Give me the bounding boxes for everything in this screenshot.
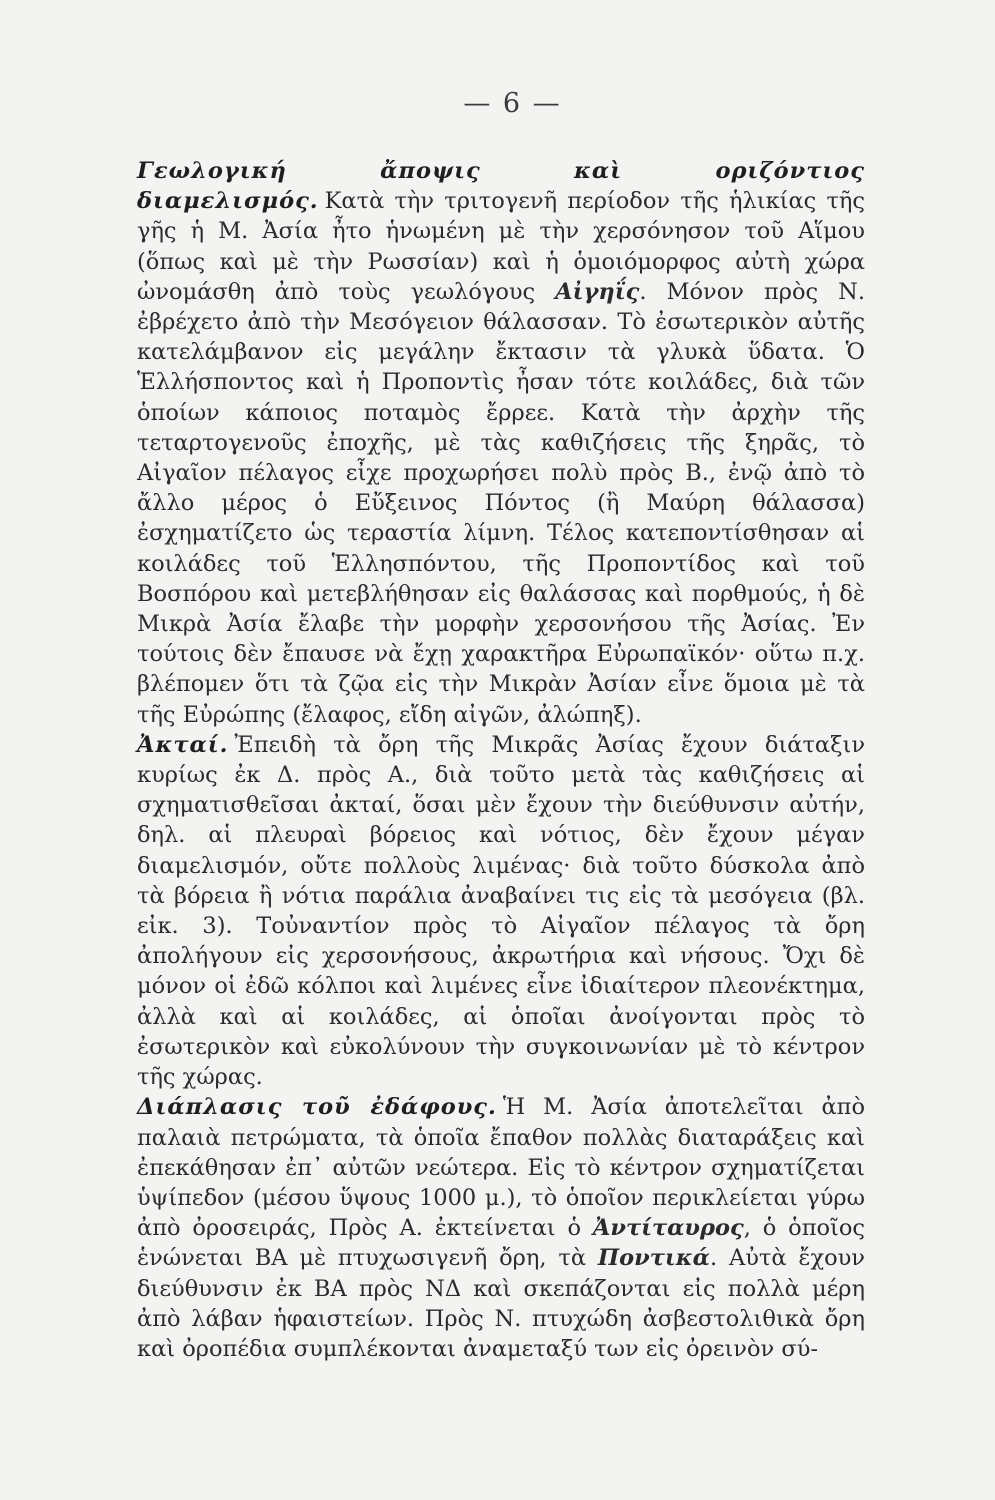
paragraph-text: Ἐπειδὴ τὰ ὄρη τῆς Μικρᾶς Ἀσίας ἔχουν διάταξιν κυρίως ἐκ Δ. πρὸς Α., διὰ τοῦτο μετὰ τὰς καθιζήσεις αἱ σχηματισθεῖσαι ἀκταί, ὅσαι μὲν ἔχουν τὴν διεύθυνσιν αὐτήν, δηλ. αἱ πλευραὶ βόρειος καὶ νότιος, δὲν ἔχουν μέγαν διαμελισμόν, οὔτε πολλοὺς λιμένας· διὰ τοῦτο δύσκολα ἀπὸ τὰ βόρεια ἢ νότια παράλια ἀναβαίνει τις εἰς τὰ μεσόγεια (βλ. εἰκ. 3). Τοὐναντίον πρὸς τὸ Αἰγαῖον πέλαγος τὰ ὄρη ἀπολήγουν εἰς χερσονήσους, ἀκρωτήρια καὶ νήσους. Ὄχι δὲ μόνον οἱ ἐδῶ κόλποι καὶ λιμένες εἶνε ἰδιαίτερον πλεονέκτημα, ἀλλὰ καὶ αἱ κοιλάδες, αἱ ὁποῖαι ἀνοίγονται πρὸς τὸ ἐσωτερικὸν καὶ εὐκολύνουν τὴν συγκοινωνίαν μὲ τὸ κέντρον τῆς χώρας. [137,731,865,1091]
term-pontic: Ποντικά [597,1245,710,1272]
section-geology [137,156,865,730]
paragraph-text: , ὁ ὁποῖος ἑνώνεται ΒΑ μὲ πτυχωσιγενῆ ὄρη, τὰ [137,1215,866,1272]
section-terrain [137,1092,865,1364]
page-number: — 6 — [463,88,562,119]
section-heading: Ἀκταί. [137,731,229,758]
text-body [137,156,865,1364]
paragraph-text: Κατὰ τὴν τριτογενῆ περίοδον τῆς ἡλικίας τῆς γῆς ἡ Μ. Ἀσία ἦτο ἡνωμένη μὲ τὴν χερσόνησον τοῦ Αἵμου (ὅπως καὶ μὲ τὴν Ρωσσίαν) καὶ ἡ ὁμοιόμορφος αὐτὴ χώρα ὠνομάσθη ἀπὸ τοὺς γεωλόγους [137,188,865,305]
paragraph-text: . Αὐτὰ ἔχουν διεύθυνσιν ἐκ ΒΑ πρὸς ΝΔ καὶ σκεπάζονται εἰς πολλὰ μέρη ἀπὸ λάβαν ἡφαιστείων. Πρὸς Ν. πτυχώδη ἀσβεστολιθικὰ ὄρη καὶ ὀροπέδια συμπλέκονται ἀναμεταξύ των εἰς ὀρεινὸν σύ- [137,1245,865,1362]
section-heading: Διάπλασις τοῦ ἐδάφους. [137,1094,497,1121]
section-coasts [137,730,865,1092]
paragraph-text: Ἡ Μ. Ἀσία ἀποτελεῖται ἀπὸ παλαιὰ πετρώματα, τὰ ὁποῖα ἔπαθον πολλὰς διαταράξεις καὶ ἐπεκάθησαν ἐπ᾽ αὐτῶν νεώτερα. Εἰς τὸ κέντρον σχηματίζεται ὑψίπεδον (μέσου ὕψους 1000 μ.), τὸ ὁποῖον περικλείεται γύρω ἀπὸ ὀροσειράς, Πρὸς Α. ἐκτείνεται ὁ [137,1094,865,1242]
section-heading: Γεωλογική ἄποψις καὶ οριζόντιος διαμελισμός. [137,158,865,215]
term-aegeis: Αἰγηΐς [555,278,640,305]
term-antitaurus: Ἀντίταυρος [592,1215,744,1242]
paragraph-text: . Μόνον πρὸς Ν. ἐβρέχετο ἀπὸ τὴν Μεσόγειον θάλασσαν. Τὸ ἐσωτερικὸν αὐτῆς κατελάμβανον εἰς μεγάλην ἔκτασιν τὰ γλυκὰ ὕδατα. Ὁ Ἑλλήσποντος καὶ ἡ Προποντὶς ἦσαν τότε κοιλάδες, διὰ τῶν ὁποίων κάποιος ποταμὸς ἔρρεε. Κατὰ τὴν ἀρχὴν τῆς τεταρτογενοῦς ἐποχῆς, μὲ τὰς καθιζήσεις τῆς ξηρᾶς, τὸ Αἰγαῖον πέλαγος εἶχε προχωρήσει πολὺ πρὸς Β., ἐνῷ ἀπὸ τὸ ἄλλο μέρος ὁ Εὔξεινος Πόντος (ἢ Μαύρη θάλασσα) ἐσχηματίζετο ὡς τεραστία λίμνη. Τέλος κατεποντίσθησαν αἱ κοιλάδες τοῦ Ἑλλησπόντου, τῆς Προποντίδος καὶ τοῦ Βοσπόρου καὶ μετεβλήθησαν εἰς θαλάσσας καὶ πορθμούς, ἡ δὲ Μικρὰ Ἀσία ἔλαβε τὴν μορφὴν χερσονήσου τῆς Ἀσίας. Ἐν τούτοις δὲν ἔπαυσε νὰ ἔχῃ χαρακτῆρα Εὐρωπαϊκόν· οὕτω π.χ. βλέπομεν ὅτι τὰ ζῷα εἰς τὴν Μικρὰν Ἀσίαν εἶνε ὅμοια μὲ τὰ τῆς Εὐρώπης (ἔλαφος, εἴδη αἰγῶν, ἀλώπηξ). [137,278,865,728]
